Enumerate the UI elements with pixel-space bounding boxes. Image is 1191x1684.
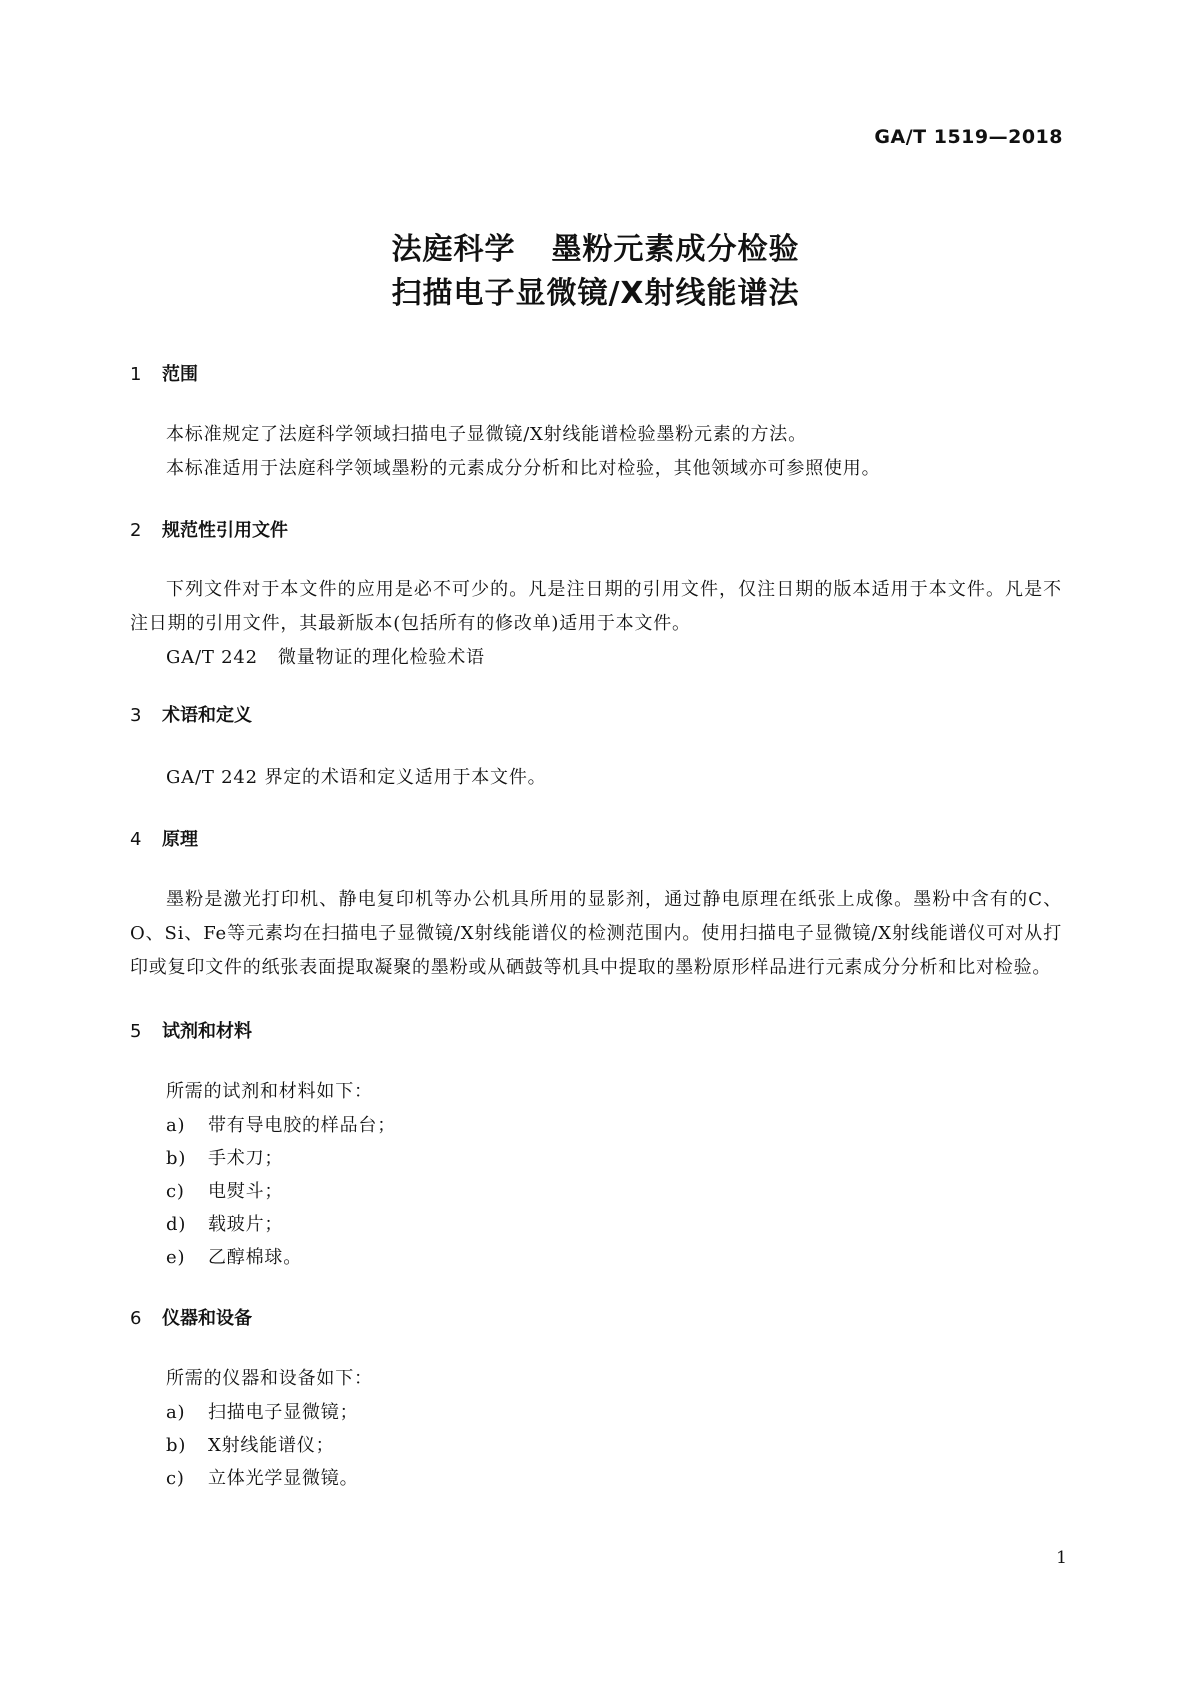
section-2-title: 规范性引用文件 bbox=[162, 520, 288, 541]
list-item-text: 带有导电胶的样品台； bbox=[208, 1115, 396, 1136]
list-item-text: 载玻片； bbox=[208, 1214, 284, 1235]
section-1-paragraph-1: 本标准规定了法庭科学领域扫描电子显微镜/X射线能谱检验墨粉元素的方法。 bbox=[166, 424, 807, 445]
list-item-mark: e) bbox=[166, 1247, 186, 1268]
list-item bbox=[130, 1175, 1062, 1208]
document-body bbox=[130, 360, 1062, 1495]
list-item-mark: b) bbox=[166, 1148, 187, 1169]
section-1-title: 范围 bbox=[162, 364, 198, 385]
section-1-heading bbox=[130, 360, 1062, 390]
section-2-paragraph-1: 下列文件对于本文件的应用是必不可少的。凡是注日期的引用文件，仅注日期的版本适用于本文件。凡是不注日期的引用文件，其最新版本(包括所有的修改单)适用于本文件。 bbox=[130, 579, 1062, 634]
section-1-number: 1 bbox=[130, 364, 142, 385]
list-item bbox=[130, 1208, 1062, 1241]
section-5-heading bbox=[130, 1017, 1062, 1047]
list-item bbox=[130, 1142, 1062, 1175]
page-number: 1 bbox=[1056, 1548, 1067, 1568]
materials-list bbox=[130, 1109, 1062, 1274]
list-item-mark: c) bbox=[166, 1468, 185, 1489]
section-5-intro: 所需的试剂和材料如下： bbox=[166, 1081, 373, 1102]
section-5-number: 5 bbox=[130, 1021, 142, 1042]
list-item-text: 手术刀； bbox=[208, 1148, 284, 1169]
title-line-1-part-1: 法庭科学 bbox=[391, 232, 516, 267]
list-item-text: X射线能谱仪； bbox=[208, 1435, 335, 1456]
list-item bbox=[130, 1396, 1062, 1429]
section-5-title: 试剂和材料 bbox=[162, 1021, 252, 1042]
section-3-title: 术语和定义 bbox=[162, 705, 252, 726]
list-item-mark: d) bbox=[166, 1214, 187, 1235]
list-item-mark: a) bbox=[166, 1115, 186, 1136]
section-3-heading bbox=[130, 701, 1062, 731]
standard-code: GA/T 1519—2018 bbox=[874, 126, 1063, 148]
title-line-1-part-2: 墨粉元素成分检验 bbox=[551, 232, 800, 267]
list-item-text: 扫描电子显微镜； bbox=[208, 1402, 359, 1423]
section-1-paragraph-2: 本标准适用于法庭科学领域墨粉的元素成分分析和比对检验，其他领域亦可参照使用。 bbox=[166, 458, 881, 479]
section-6-title: 仪器和设备 bbox=[162, 1308, 252, 1329]
section-4-heading bbox=[130, 825, 1062, 855]
list-item-mark: c) bbox=[166, 1181, 185, 1202]
section-6-number: 6 bbox=[130, 1308, 142, 1329]
section-4-paragraph-1: 墨粉是激光打印机、静电复印机等办公机具所用的显影剂，通过静电原理在纸张上成像。墨粉中含有的C、O、Si、Fe等元素均在扫描电子显微镜/X射线能谱仪的检测范围内。使用扫描电子显微镜/X射线能谱仪可对从打印或复印文件的纸张表面提取凝聚的墨粉或从硒鼓等机具中提取的墨粉原形样品进行元素成分分析和比对检验。 bbox=[130, 889, 1062, 978]
section-6-intro: 所需的仪器和设备如下： bbox=[166, 1368, 373, 1389]
section-2-number: 2 bbox=[130, 520, 142, 541]
section-4-number: 4 bbox=[130, 829, 142, 850]
section-4-title: 原理 bbox=[162, 829, 198, 850]
list-item bbox=[130, 1462, 1062, 1495]
list-item-text: 立体光学显微镜。 bbox=[208, 1468, 359, 1489]
list-item-mark: b) bbox=[166, 1435, 187, 1456]
list-item bbox=[130, 1109, 1062, 1142]
section-3-paragraph-1: GA/T 242 界定的术语和定义适用于本文件。 bbox=[166, 767, 547, 788]
reference-code: GA/T 242 bbox=[166, 647, 258, 668]
reference-title: 微量物证的理化检验术语 bbox=[278, 647, 485, 668]
normative-reference bbox=[130, 641, 1062, 675]
document-title bbox=[0, 228, 1191, 316]
section-2-heading bbox=[130, 516, 1062, 546]
list-item-text: 乙醇棉球。 bbox=[208, 1247, 302, 1268]
equipment-list bbox=[130, 1396, 1062, 1495]
list-item bbox=[130, 1241, 1062, 1274]
list-item bbox=[130, 1429, 1062, 1462]
section-3-number: 3 bbox=[130, 705, 142, 726]
list-item-text: 电熨斗； bbox=[208, 1181, 284, 1202]
list-item-mark: a) bbox=[166, 1402, 186, 1423]
title-line-2: 扫描电子显微镜/X射线能谱法 bbox=[391, 276, 800, 311]
title-line-1 bbox=[0, 228, 1191, 272]
section-6-heading bbox=[130, 1304, 1062, 1334]
